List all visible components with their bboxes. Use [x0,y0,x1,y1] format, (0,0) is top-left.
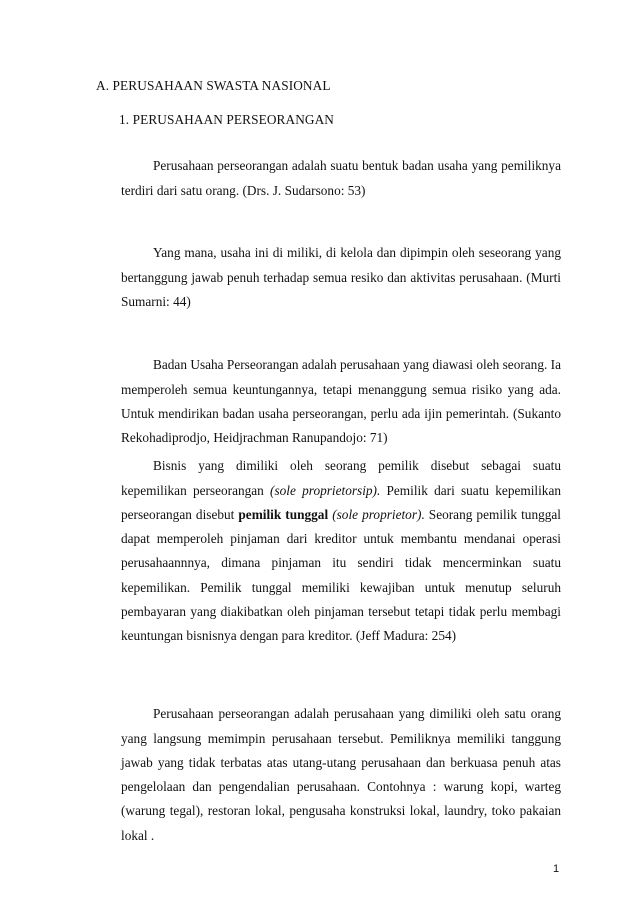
paragraph-3: Badan Usaha Perseorangan adalah perusahaan yang diawasi oleh seorang. Ia memperoleh semua keuntungannya, tetapi menanggung semua risiko yang ada. Untuk mendirikan badan usaha perseorangan, perlu ada ijin pemerintah. (Sukanto Rekohadiprodjo, Heidjrachman Ranupandojo: 71) [121,357,561,446]
paragraph-2: Yang mana, usaha ini di miliki, di kelola dan dipimpin oleh seseorang yang bertanggung jawab penuh terhadap semua resiko dan aktivitas perusahaan. (Murti Sumarni: 44) [121,245,561,309]
paragraph-4-text-1: Bisnis yang dimiliki oleh seorang pemilik disebut sebagai suatu kepemilikan perseorangan [121,458,561,498]
paragraph-4-text-4: Seorang pemilik tunggal dapat memperoleh pinjaman dari kreditor untuk membantu mendanai operasi perusahaannnya, dimana pinjaman itu sendiri tidak mencerminkan suatu kepemilikan. Pemilik tunggal memiliki kewajiban untuk menutup seluruh pembayaran yang diakibatkan oleh pinjaman tersebut tetapi tidak perlu membagi keuntungan bisnisnya dengan para kreditor. (Jeff Madura: 254) [121,506,561,644]
paragraph-4-bold-term: pemilik tunggal [238,506,329,522]
section-heading: A. PERUSAHAAN SWASTA NASIONAL [96,78,331,93]
paragraph-1: Perusahaan perseorangan adalah suatu bentuk badan usaha yang pemiliknya terdiri dari satu orang. (Drs. J. Sudarsono: 53) [121,158,561,198]
subsection-heading: 1. PERUSAHAAN PERSEORANGAN [119,112,335,127]
paragraph-5: Perusahaan perseorangan adalah perusahaan yang dimiliki oleh satu orang yang langsung memimpin perusahaan tersebut. Pemiliknya memiliki tanggung jawab yang tidak terbatas atas utang-utang perusahaan dan berkuasa penuh atas pengelolaan dan pengendalian perusahaan. Contohnya : warung kopi, warteg (warung tegal), restoran lokal, pengusaha konstruksi lokal, laundry, toko pakaian lokal . [121,706,561,843]
paragraph-4-italic-term-2: (sole proprietor). [332,506,425,522]
page-number: 1 [553,863,560,875]
paragraph-4 [121,454,561,648]
paragraph-4-text-2: Pemilik dari suatu kepemilikan perseorangan disebut [121,482,561,522]
paragraph-4-italic-term-1: (sole proprietorsip). [270,482,381,498]
